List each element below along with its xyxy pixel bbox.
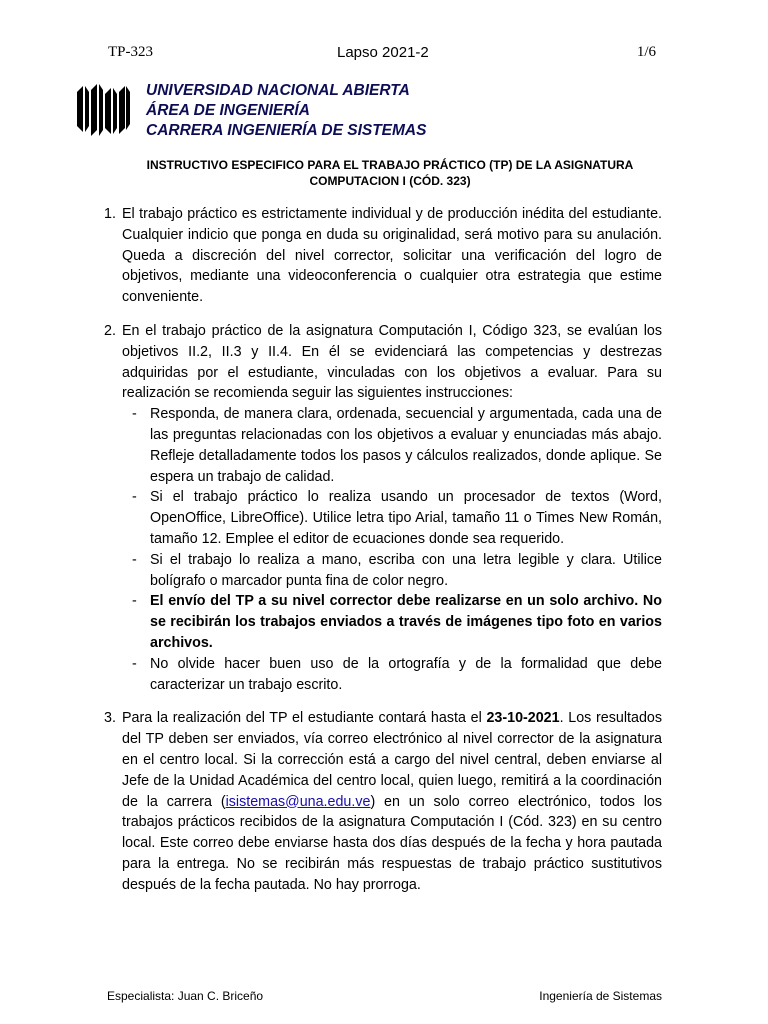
engineering-area: ÁREA DE INGENIERÍA <box>146 102 310 119</box>
sub-instruction-text: Si el trabajo lo realiza a mano, escriba con una letra legible y clara. Utilice bolígrafo o marcador punta fina de color negro. <box>150 551 662 589</box>
academic-period: Lapso 2021-2 <box>337 44 429 61</box>
dash-bullet: - <box>132 406 137 423</box>
coordination-email-link[interactable]: isistemas@una.edu.ve <box>225 793 371 810</box>
document-code: TP-323 <box>108 44 153 60</box>
item-number: 2. <box>104 322 116 339</box>
career-name: CARRERA INGENIERÍA DE SISTEMAS <box>146 122 427 139</box>
sub-instruction-5 <box>122 654 662 696</box>
sub-instruction-3 <box>122 550 662 592</box>
instruction-item-2 <box>104 321 662 695</box>
document-title <box>100 157 680 189</box>
item-text: En el trabajo práctico de la asignatura Computación I, Código 323, se evalúan los objetivos II.2, II.3 y II.4. En él se evidenciará las competencias y destrezas adquiridas por el estudiante, vinculadas con los objetivos a evaluar. Para su realización se recomienda seguir las siguientes instrucciones: <box>122 322 662 402</box>
item-text-part: ) en un solo correo electrónico, todos los trabajos prácticos recibidos de la asignatura Computación I (Cód. 323) en su centro local. Este correo debe enviarse hasta dos días después de la fecha y hora pautada para la entrega. No se recibirán más respuestas de trabajo práctico sustitutivos después de la fecha pautada. No hay prorroga. <box>122 793 662 893</box>
instruction-item-1 <box>104 204 662 308</box>
sub-instruction-1 <box>122 404 662 487</box>
page-number: 1/6 <box>636 44 656 60</box>
sub-instruction-text: Responda, de manera clara, ordenada, secuencial y argumentada, cada una de las preguntas relacionadas con los objetivos a evaluar y enunciadas más abajo. Refleje detalladamente todos los pasos y cálculos realizados, donde aplique. Se espera un trabajo de calidad. <box>150 406 662 485</box>
sub-instruction-text: No olvide hacer buen uso de la ortografía y de la formalidad que debe caracterizar un trabajo escrito. <box>150 655 662 693</box>
deadline-date: 23-10-2021 <box>486 710 560 727</box>
sub-instruction-text: Si el trabajo práctico lo realiza usando un procesador de textos (Word, OpenOffice, LibreOffice). Utilice letra tipo Arial, tamaño 11 o Times New Román, tamaño 12. Emplee el editor de ecuaciones donde sea requerido. <box>150 489 662 547</box>
item-number: 1. <box>104 206 116 222</box>
sub-instruction-2 <box>122 487 662 549</box>
institution-block <box>146 81 426 141</box>
dash-bullet: - <box>132 551 137 568</box>
title-line-2: COMPUTACION I (CÓD. 323) <box>309 174 471 188</box>
footer-department: Ingeniería de Sistemas <box>539 989 662 1003</box>
dash-bullet: - <box>132 655 137 672</box>
dash-bullet: - <box>132 489 137 506</box>
item-text-part: Para la realización del TP el estudiante contará hasta el <box>122 710 487 727</box>
instructions-list <box>104 204 662 896</box>
footer-specialist: Especialista: Juan C. Briceño <box>107 989 264 1003</box>
sub-instruction-4 <box>122 591 662 653</box>
instruction-item-3 <box>104 708 662 895</box>
sub-instruction-text: El envío del TP a su nivel corrector debe realizarse en un solo archivo. No se recibirán los trabajos enviados a través de imágenes tipo foto en varios archivos. <box>150 593 662 651</box>
item-text: El trabajo práctico es estrictamente individual y de producción inédita del estudiante. Cualquier indicio que ponga en duda su originalidad, será motivo para su anulación. Queda a discreción del nivel corrector, solicitar una verificación del logro de objetivos, mediante una videoconferencia o cualquier otra estrategia que estime conveniente. <box>122 206 662 306</box>
university-name: UNIVERSIDAD NACIONAL ABIERTA <box>146 82 410 99</box>
title-line-1: INSTRUCTIVO ESPECIFICO PARA EL TRABAJO PRÁCTICO (TP) DE LA ASIGNATURA <box>146 158 634 172</box>
item-text-part: . Los resultados del TP deben ser enviados, vía correo electrónico al nivel corrector de la asignatura en el centro local. Si la corrección está a cargo del nivel central, deben enviarse al Jefe de la Unidad Académica del centro local, quien luego, remitirá a la coordinación de la carrera ( <box>122 710 662 810</box>
una-logo-icon <box>75 80 131 138</box>
sub-instructions-list <box>122 404 662 695</box>
item-number: 3. <box>104 710 116 727</box>
dash-bullet: - <box>132 593 137 610</box>
item-text <box>122 708 662 895</box>
